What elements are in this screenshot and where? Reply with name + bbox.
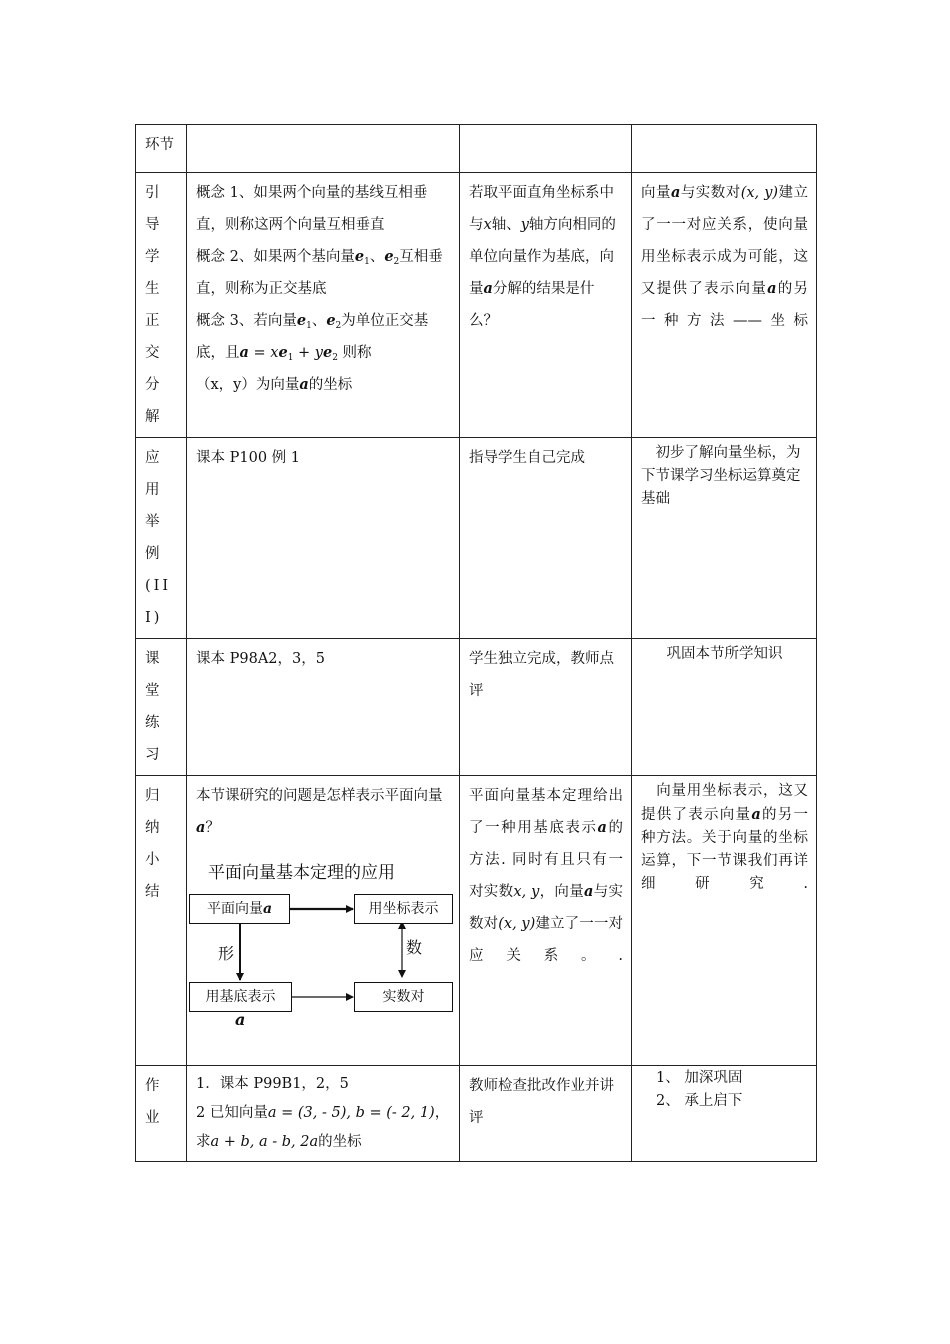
summary-question: 本节课研究的问题是怎样表示平面向量a？	[196, 788, 443, 836]
content-cell	[187, 776, 460, 1066]
box-real-pair: 实数对	[354, 982, 453, 1012]
activity-cell: 平面向量基本定理给出了一种用基底表示a的方法. 同时有且只有一对实数x, y，向量a与实数对(x, y)建立了一一对应关系。.	[460, 776, 632, 1066]
intent-header-cell	[632, 125, 817, 173]
table-row-practice	[136, 639, 817, 776]
section-label: 归纳小结	[145, 788, 163, 900]
content-cell: 课本 P98A2，3，5	[187, 639, 460, 776]
table-row-summary	[136, 776, 817, 1066]
activity-header-cell	[460, 125, 632, 173]
intent-cell	[632, 1066, 817, 1162]
label-shape: 形	[218, 944, 235, 963]
section-cell	[136, 1066, 187, 1162]
activity-cell: 指导学生自己完成	[460, 438, 632, 639]
theorem-diagram	[188, 862, 458, 1032]
table-row-orthogonal	[136, 173, 817, 438]
content-header-cell	[187, 125, 460, 173]
section-cell	[136, 639, 187, 776]
table-row-examples	[136, 438, 817, 639]
activity-cell: 教师检查批改作业并讲评	[460, 1066, 632, 1162]
box-coordinate: 用坐标表示	[354, 894, 453, 924]
homework-1: 1．课本 P99B1，2，5	[196, 1076, 349, 1092]
section-label: 课堂练习	[145, 651, 163, 763]
section-cell	[136, 125, 187, 173]
table-row-homework	[136, 1066, 817, 1162]
section-label: 应用举例(III)	[145, 450, 172, 626]
concept-2: 概念 2、如果两个基向量$e_1$、$e_2$互相垂直，则称为正交基底	[196, 248, 443, 297]
section-label: 环节	[145, 137, 174, 153]
content-cell: 课本 P100 例 1	[187, 438, 460, 639]
homework-2: 2 已知向量a = (3, - 5), b = (- 2, 1)，	[196, 1105, 450, 1121]
box-basis: 用基底表示	[189, 982, 292, 1012]
section-cell	[136, 438, 187, 639]
intent-cell: 巩固本节所学知识	[632, 639, 817, 776]
intent-cell: 初步了解向量坐标，为下节课学习坐标运算奠定基础	[632, 438, 817, 639]
section-cell	[136, 776, 187, 1066]
content-cell	[187, 173, 460, 438]
intent-item-2: 2、 承上启下	[656, 1093, 743, 1109]
activity-cell: 若取平面直角坐标系中与x轴、y轴方向相同的单位向量作为基底，向量a分解的结果是什么？	[460, 173, 632, 438]
basis-vector-a: a	[235, 1010, 246, 1029]
concept-3-coordinate: （x，y）为向量a的坐标	[196, 376, 353, 393]
intent-item-1: 1、 加深巩固	[656, 1070, 743, 1086]
content-cell	[187, 1066, 460, 1162]
box-plane-vector: 平面向量a	[189, 894, 290, 924]
concept-3: 概念 3、若向量$e_1$、$e_2$为单位正交基底，且$a = xe_1 + ye_2$ 则称	[196, 312, 429, 363]
section-label: 引导学生正交分解	[145, 185, 163, 425]
table-row-header	[136, 125, 817, 173]
lesson-plan-table	[135, 124, 817, 1162]
diagram-title: 平面向量基本定理的应用	[208, 863, 395, 883]
section-label: 作业	[145, 1078, 163, 1126]
homework-2-task: 求a + b, a - b, 2a的坐标	[196, 1134, 362, 1150]
intent-cell: 向量用坐标表示，这又提供了表示向量a的另一种方法。关于向量的坐标运算，下一节课我们再详细研究.	[632, 776, 817, 1066]
label-number: 数	[406, 938, 423, 957]
concept-1: 概念 1、如果两个向量的基线互相垂直，则称这两个向量互相垂直	[196, 185, 428, 233]
section-cell	[136, 173, 187, 438]
activity-cell: 学生独立完成，教师点评	[460, 639, 632, 776]
intent-cell: 向量a与实数对(x, y)建立了一一对应关系，使向量用坐标表示成为可能，这又提供了表示向量a的另一种方法——坐标	[632, 173, 817, 438]
